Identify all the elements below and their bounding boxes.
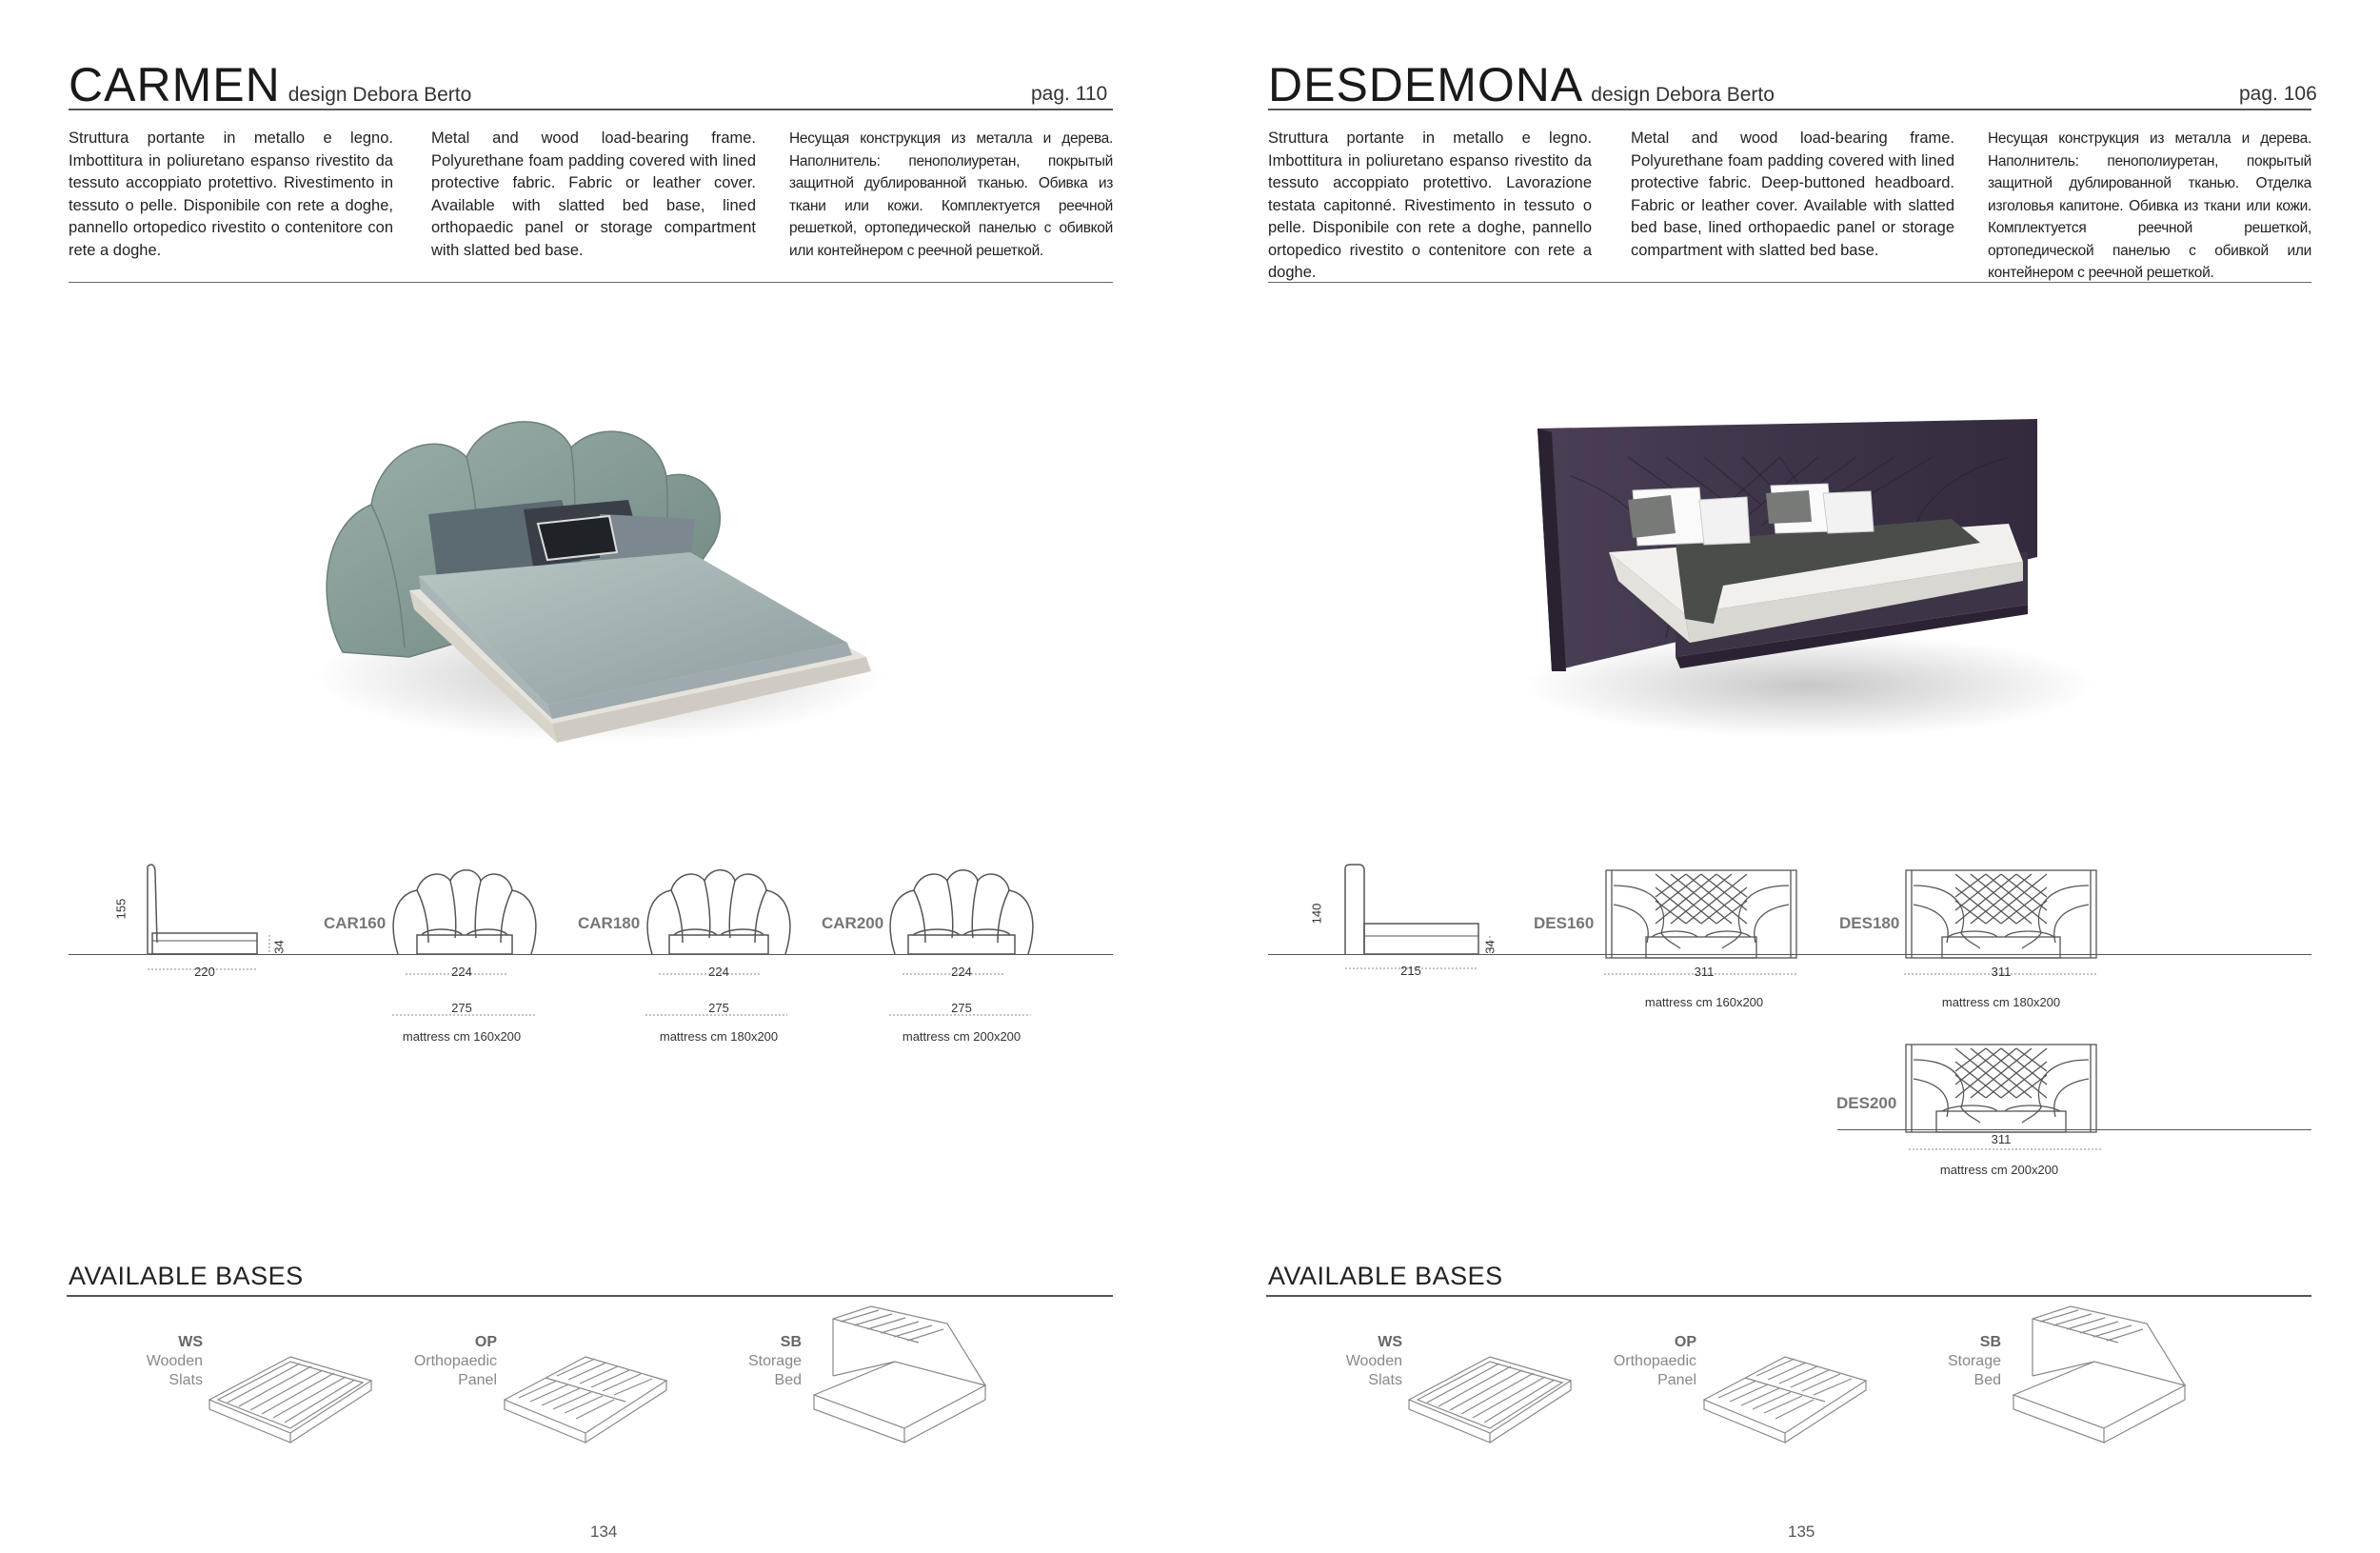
model-width-label: 311: [1991, 1132, 2012, 1146]
base-sb-label: [1923, 1333, 2001, 1390]
mattress-size: mattress cm 180x200: [659, 1029, 779, 1044]
des180-front-drawing: [1904, 866, 2099, 960]
orthopaedic-panel-icon: [500, 1343, 671, 1447]
model-width-label: 311: [1694, 965, 1715, 979]
car180-front-drawing: [643, 866, 795, 957]
des200-front-drawing: [1904, 1041, 2099, 1134]
text-rule: [69, 282, 1113, 283]
base-name: Panel: [1657, 1372, 1696, 1388]
base-code: SB: [780, 1334, 802, 1350]
storage-bed-icon: [2004, 1304, 2194, 1447]
model-code: DES180: [1839, 914, 1900, 932]
description-italian: Struttura portante in metallo e legno. Imbottitura in poliuretano espanso rivestito da tessuto accoppiato protettivo. Lavorazione testata capitonné. Rivestimento in tessuto o pelle. Disponibile con rete a doghe, pannello ortopedico rivestito o contenitore con rete a doghe.: [1268, 129, 1592, 281]
base-code: OP: [1674, 1334, 1696, 1350]
model-outer-width-label: 275: [951, 1001, 972, 1015]
designer-credit: design Debora Berto: [1591, 84, 1775, 106]
model-outer-width-label: 275: [708, 1001, 729, 1015]
product-title: [69, 58, 472, 111]
desdemona-dimension-lines: [1599, 957, 2113, 986]
base-name: Orthopaedic: [413, 1353, 497, 1369]
base-op-label: [381, 1333, 497, 1390]
des200-baseline: [1837, 1129, 2311, 1130]
page-reference: pag. 106: [2239, 83, 2317, 105]
base-name: Wooden: [146, 1353, 203, 1369]
mattress-size: mattress cm 200x200: [1939, 1163, 2059, 1177]
base-name: Storage: [747, 1353, 802, 1369]
carmen-bed-image: [314, 409, 885, 771]
base-name: Bed: [774, 1372, 802, 1388]
page-number: 134: [590, 1523, 618, 1541]
wooden-slats-icon: [205, 1343, 376, 1447]
side-length-label: 215: [1400, 964, 1421, 978]
page-number: 135: [1788, 1523, 1815, 1541]
base-name: Orthopaedic: [1613, 1353, 1696, 1369]
mattress-size: mattress cm 160x200: [1644, 995, 1764, 1009]
storage-bed-icon: [804, 1304, 995, 1447]
model-code: CAR180: [578, 914, 641, 932]
description-italian: Struttura portante in metallo e legno. Imbottitura in poliuretano espanso rivestito da tessuto accoppiato protettivo. Rivestimento in tessuto o pelle. Disponibile con rete a doghe, pannello ortopedico rivestito o contenitore con rete a doghe.: [69, 129, 393, 259]
model-code: DES160: [1534, 914, 1595, 932]
des160-front-drawing: [1604, 866, 1799, 960]
car200-front-drawing: [885, 866, 1038, 957]
carmen-side-drawing: [109, 857, 319, 981]
drawing-baseline: [69, 954, 1113, 955]
model-width-label: 224: [951, 965, 972, 979]
base-name: Bed: [1973, 1372, 2001, 1388]
model-width-label: 311: [1991, 965, 2012, 979]
carmen-dimension-lines: [381, 957, 1114, 1024]
model-code: CAR200: [822, 914, 884, 932]
base-name: Slats: [169, 1372, 203, 1388]
model-width-label: 224: [451, 965, 472, 979]
model-outer-width-label: 275: [451, 1001, 472, 1015]
base-name: Slats: [1368, 1372, 1402, 1388]
page-reference: pag. 110: [1031, 83, 1108, 105]
product-title: [1268, 58, 1775, 111]
base-code: WS: [1378, 1334, 1402, 1350]
side-height-label: 155: [113, 898, 129, 920]
side-length-label: 220: [194, 965, 215, 979]
product-name: CARMEN: [69, 58, 281, 111]
base-code: OP: [474, 1334, 497, 1350]
base-name: Storage: [1947, 1353, 2001, 1369]
orthopaedic-panel-icon: [1699, 1343, 1871, 1447]
base-ws-label: [114, 1333, 203, 1390]
bases-rule: [67, 1295, 1113, 1297]
description-russian: Несущая конструкция из металла и дерева. Наполнитель: пенополиуретан, покрытый защитной дублированной тканью. Отделка изголовья капитоне. Обивка из ткани или кожи. Комплектуется реечной решеткой, ортопедической панелью с обивкой или контейнером с реечной решеткой.: [1988, 130, 2311, 281]
side-base-height-label: 34: [1482, 940, 1497, 954]
desdemona-side-drawing: [1328, 862, 1518, 976]
base-code: WS: [178, 1334, 203, 1350]
car160-front-drawing: [388, 866, 541, 957]
side-base-height-label: 34: [271, 940, 287, 954]
description-english: Metal and wood load-bearing frame. Polyurethane foam padding covered with lined protective fabric. Fabric or leather cover. Available with slatted bed base, lined orthopaedic panel or storage compartment with slatted bed base.: [431, 129, 756, 259]
model-code: DES200: [1836, 1094, 1897, 1112]
mattress-size: mattress cm 200x200: [902, 1029, 1021, 1044]
model-width-label: 224: [708, 965, 729, 979]
drawing-baseline: [1268, 954, 2311, 955]
bases-rule: [1266, 1295, 2311, 1297]
side-height-label: 140: [1309, 903, 1324, 925]
text-rule: [1268, 282, 2311, 283]
base-sb-label: [724, 1333, 802, 1390]
desdemona-bed-image: [1495, 419, 2085, 743]
model-code: CAR160: [324, 914, 387, 932]
product-name: DESDEMONA: [1268, 58, 1584, 111]
mattress-size: mattress cm 180x200: [1941, 995, 2061, 1009]
base-code: SB: [1979, 1334, 2001, 1350]
designer-credit: design Debora Berto: [288, 84, 472, 106]
base-op-label: [1580, 1333, 1696, 1390]
title-rule: [69, 109, 1113, 110]
bases-heading: AVAILABLE BASES: [69, 1262, 304, 1290]
bases-heading: AVAILABLE BASES: [1268, 1262, 1503, 1290]
base-name: Wooden: [1345, 1353, 1402, 1369]
wooden-slats-icon: [1404, 1343, 1576, 1447]
description-russian: Несущая конструкция из металла и дерева. Наполнитель: пенополиуретан, покрытый защитной дублированной тканью. Обивка из ткани или кожи. Комплектуется реечной решеткой, ортопедической панелью с обивкой или контейнером с реечной решеткой.: [789, 130, 1113, 259]
base-ws-label: [1314, 1333, 1402, 1390]
description-english: Metal and wood load-bearing frame. Polyurethane foam padding covered with lined protective fabric. Deep-buttoned headboard. Fabric or leather cover. Available with slatted bed base, lined orthopaedic panel or storage compartment with slatted bed base.: [1631, 129, 1954, 259]
title-rule: [1268, 109, 2311, 110]
base-name: Panel: [458, 1372, 497, 1388]
mattress-size: mattress cm 160x200: [402, 1029, 522, 1044]
